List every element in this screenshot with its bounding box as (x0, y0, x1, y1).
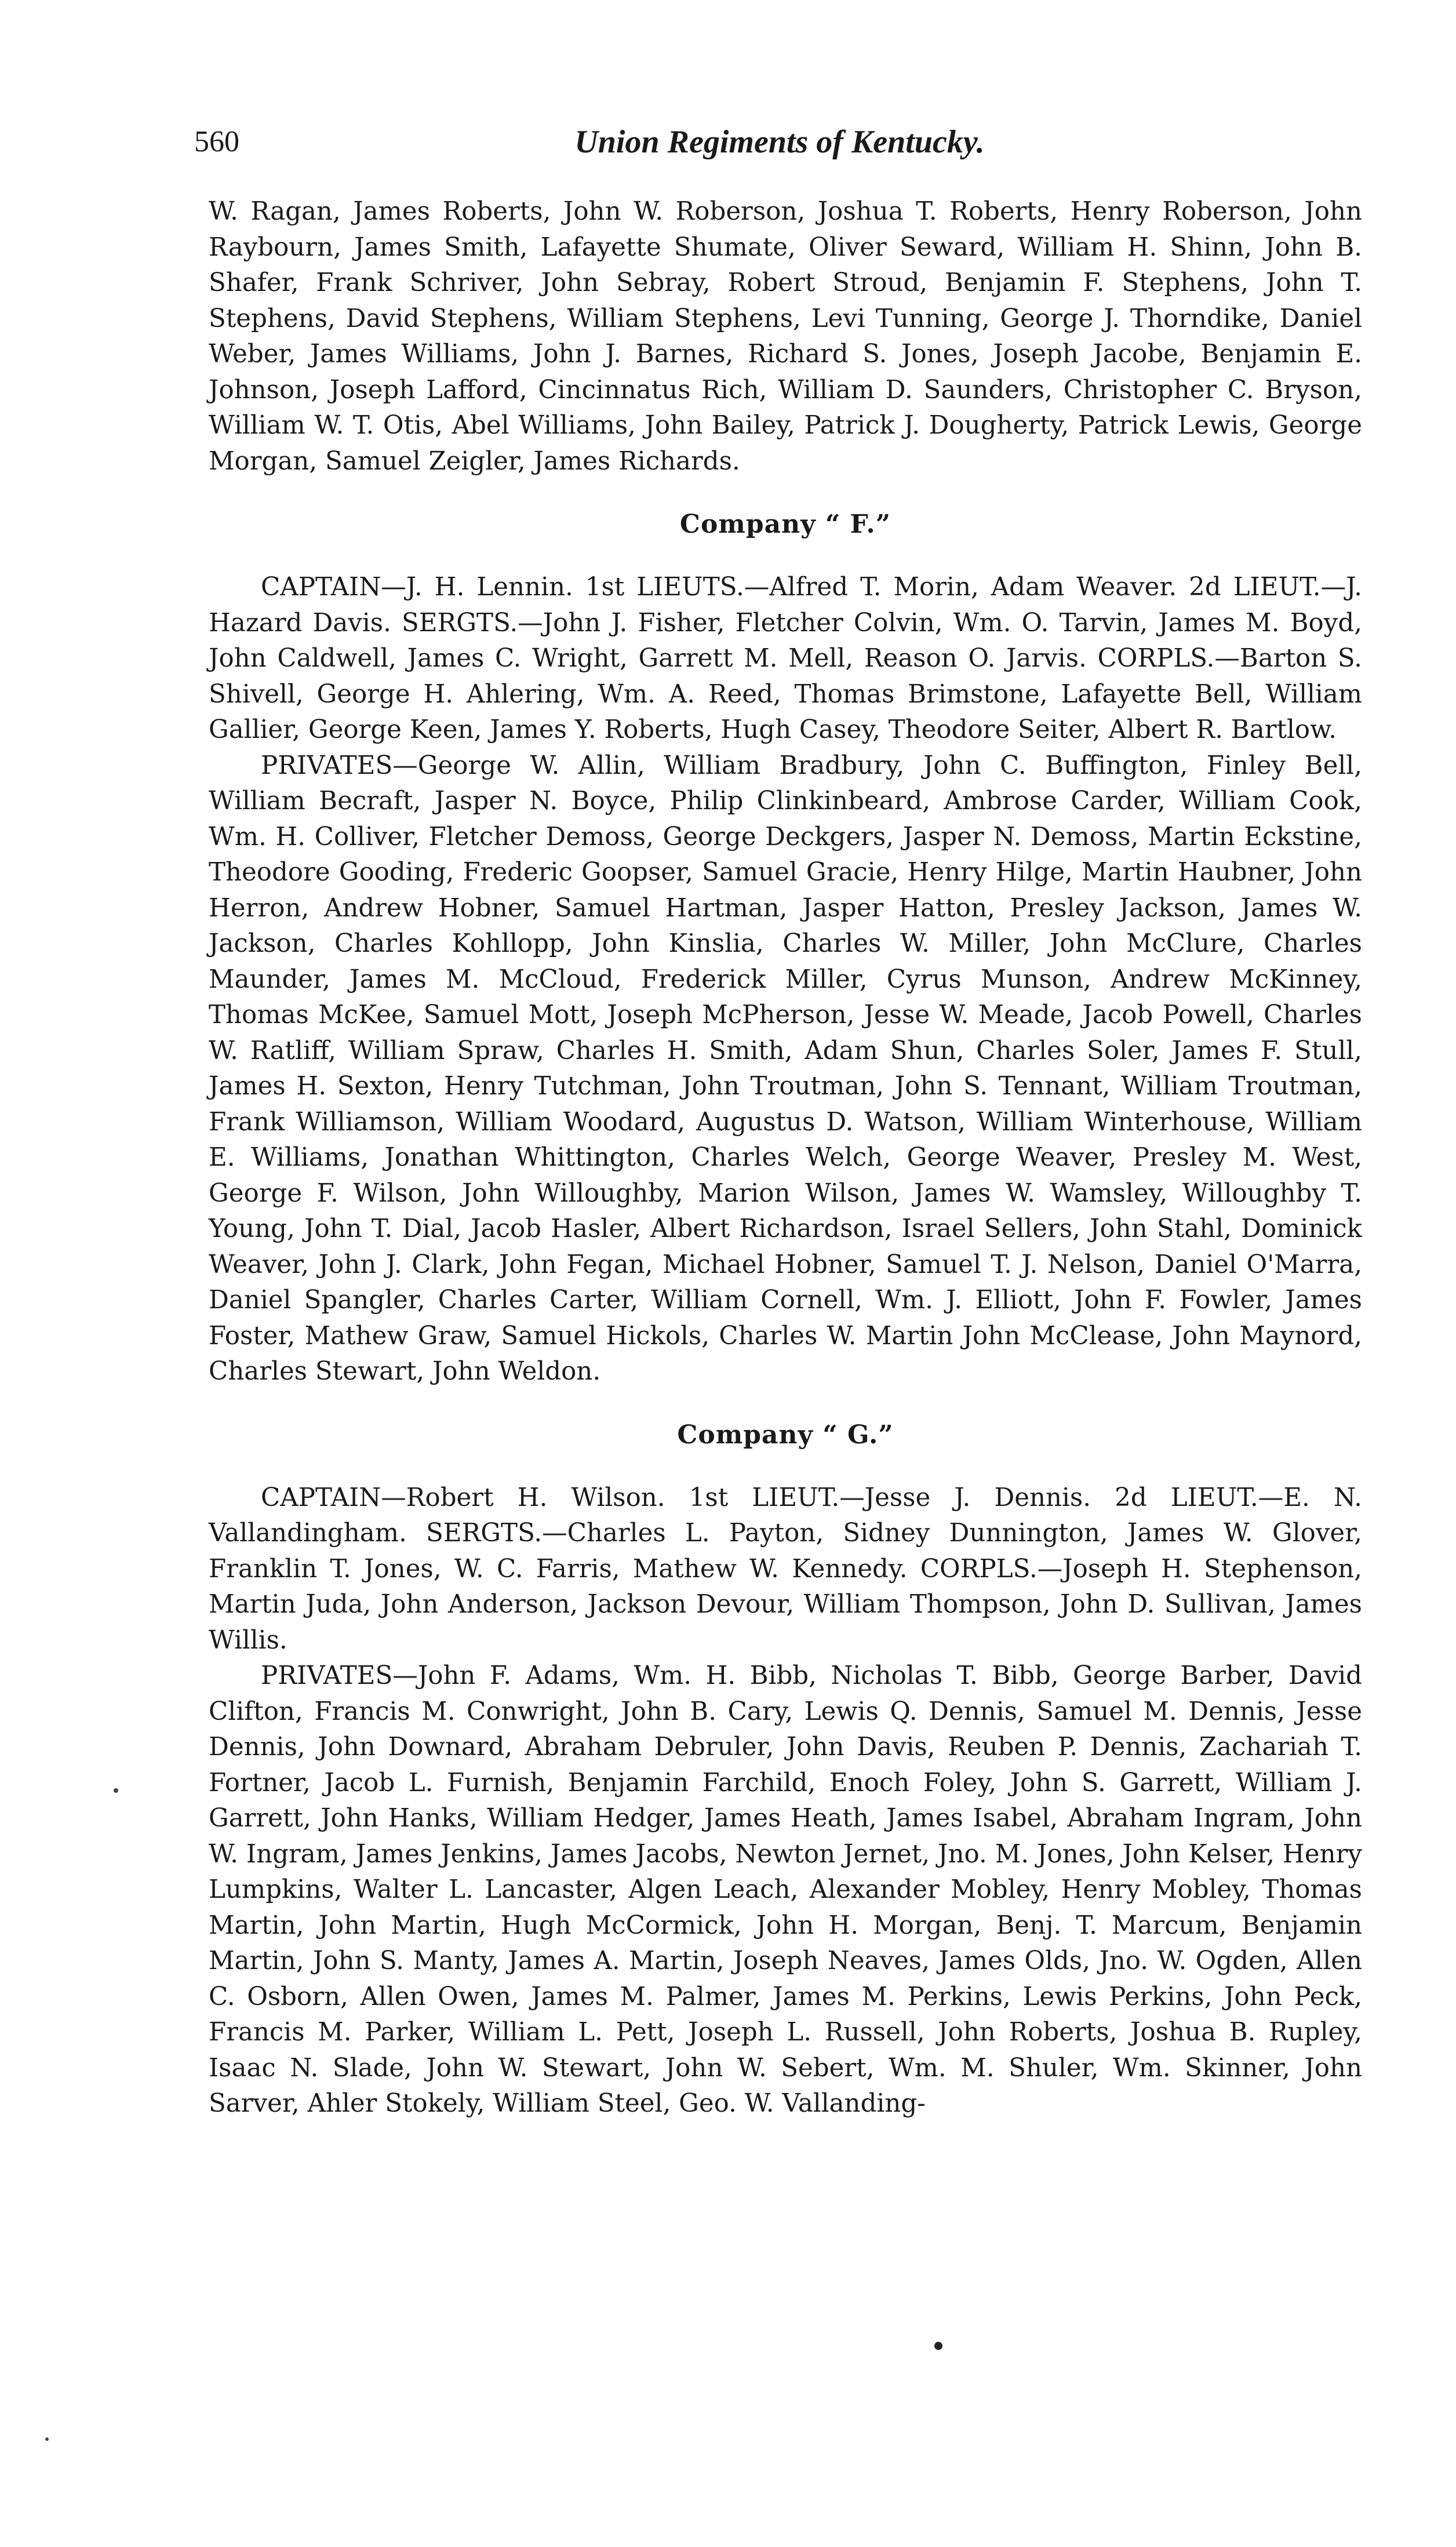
company-f-officers: CAPTAIN—J. H. Lennin. 1st LIEUTS.—Alfred T. Morin, Adam Weaver. 2d LIEUT.—J. Hazard Davis. SERGTS.—John J. Fisher, Fletcher Colvin, Wm. O. Tarvin, James M. Boyd, John Caldwell, James C. Wright, Garrett M. Mell, Reason O. Jarvis. CORPLS.—Barton S. Shivell, George H. Ahlering, Wm. A. Reed, Thomas Brimstone, Lafayette Bell, William Gallier, George Keen, James Y. Roberts, Hugh Casey, Theodore Seiter, Albert R. Bartlow. (209, 573, 1362, 744)
margin-speck (45, 2437, 49, 2441)
continued-roster-paragraph: W. Ragan, James Roberts, John W. Roberson, Joshua T. Roberts, Henry Roberson, John Raybourn, James Smith, Lafayette Shumate, Oliver Seward, William H. Shinn, John B. Shafer, Frank Schriver, John Sebray, Robert Stroud, Benjamin F. Stephens, John T. Stephens, David Stephens, William Stephens, Levi Tunning, George J. Thorndike, Daniel Weber, James Williams, John J. Barnes, Richard S. Jones, Joseph Jacobe, Benjamin E. Johnson, Joseph Lafford, Cincinnatus Rich, William D. Saunders, Christopher C. Bryson, William W. T. Otis, Abel Williams, John Bailey, Patrick J. Dougherty, Patrick Lewis, George Morgan, Samuel Zeigler, James Richards. (209, 197, 1362, 476)
company-g-privates: PRIVATES—John F. Adams, Wm. H. Bibb, Nicholas T. Bibb, George Barber, David Clifton, Francis M. Conwright, John B. Cary, Lewis Q. Dennis, Samuel M. Dennis, Jesse Dennis, John Downard, Abraham Debruler, John Davis, Reuben P. Dennis, Zachariah T. Fortner, Jacob L. Furnish, Benjamin Farchild, Enoch Foley, John S. Garrett, William J. Garrett, John Hanks, William Hedger, James Heath, James Isabel, Abraham Ingram, John W. Ingram, James Jenkins, James Jacobs, Newton Jernet, Jno. M. Jones, John Kelser, Henry Lumpkins, Walter L. Lancaster, Algen Leach, Alexander Mobley, Henry Mobley, Thomas Martin, John Martin, Hugh McCormick, John H. Morgan, Benj. T. Marcum, Benjamin Martin, John S. Manty, James A. Martin, Joseph Neaves, James Olds, Jno. W. Ogden, Allen C. Osborn, Allen Owen, James M. Palmer, James M. Perkins, Lewis Perkins, John Peck, Francis M. Parker, William L. Pett, Joseph L. Russell, John Roberts, Joshua B. Rupley, Isaac N. Slade, John W. Stewart, John W. Sebert, Wm. M. Shuler, Wm. Skinner, John Sarver, Ahler Stokely, William Steel, Geo. W. Vallanding- (209, 1661, 1362, 2118)
company-g-heading: Company “ G.” (677, 1420, 894, 1450)
margin-speck (114, 1788, 118, 1793)
text-column (209, 194, 1362, 2122)
company-g-officers: CAPTAIN—Robert H. Wilson. 1st LIEUT.—Jesse J. Dennis. 2d LIEUT.—E. N. Vallandingham. SERGTS.—Charles L. Payton, Sidney Dunnington, James W. Glover, Franklin T. Jones, W. C. Farris, Mathew W. Kennedy. CORPLS.—Joseph H. Stephenson, Martin Juda, John Anderson, Jackson Devour, William Thompson, John D. Sullivan, James Willis. (209, 1483, 1362, 1655)
company-f-privates: PRIVATES—George W. Allin, William Bradbury, John C. Buffington, Finley Bell, William Becraft, Jasper N. Boyce, Philip Clinkinbeard, Ambrose Carder, William Cook, Wm. H. Colliver, Fletcher Demoss, George Deckgers, Jasper N. Demoss, Martin Eckstine, Theodore Gooding, Frederic Goopser, Samuel Gracie, Henry Hilge, Martin Haubner, John Herron, Andrew Hobner, Samuel Hartman, Jasper Hatton, Presley Jackson, James W. Jackson, Charles Kohllopp, John Kinslia, Charles W. Miller, John McClure, Charles Maunder, James M. McCloud, Frederick Miller, Cyrus Munson, Andrew McKinney, Thomas McKee, Samuel Mott, Joseph McPherson, Jesse W. Meade, Jacob Powell, Charles W. Ratliff, William Spraw, Charles H. Smith, Adam Shun, Charles Soler, James F. Stull, James H. Sexton, Henry Tutchman, John Troutman, John S. Tennant, William Troutman, Frank Williamson, William Woodard, Augustus D. Watson, William Winterhouse, William E. Williams, Jonathan Whittington, Charles Welch, George Weaver, Presley M. West, George F. Wilson, John Willoughby, Marion Wilson, James W. Wamsley, Willoughby T. Young, John T. Dial, Jacob Hasler, Albert Richardson, Israel Sellers, John Stahl, Dominick Weaver, John J. Clark, John Fegan, Michael Hobner, Samuel T. J. Nelson, Daniel O'Marra, Daniel Spangler, Charles Carter, William Cornell, Wm. J. Elliott, John F. Fowler, James Foster, Mathew Graw, Samuel Hickols, Charles W. Martin John McClease, John Maynord, Charles Stewart, John Weldon. (209, 751, 1362, 1386)
running-title: Union Regiments of Kentucky. (574, 124, 985, 160)
page-header (194, 119, 1382, 165)
page-number: 560 (194, 125, 239, 158)
company-f-heading: Company “ F.” (679, 510, 891, 539)
ink-blot (934, 2342, 942, 2350)
